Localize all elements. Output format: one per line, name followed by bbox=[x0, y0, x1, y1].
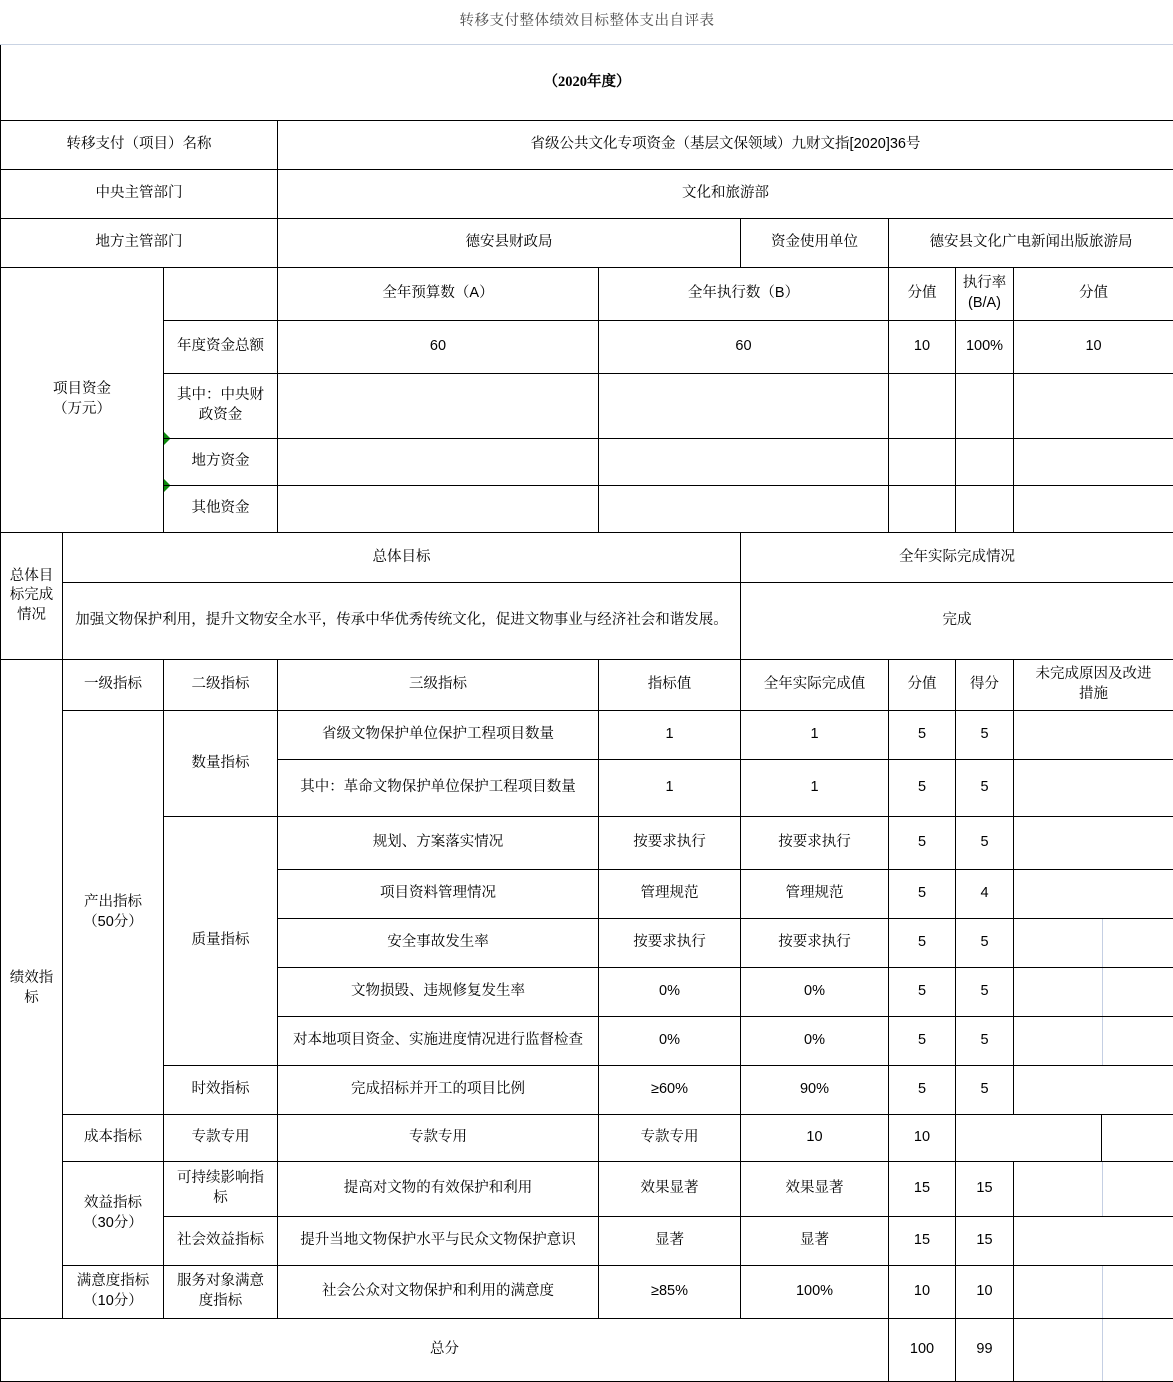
column-header-score-max: 分值 bbox=[889, 660, 956, 711]
overall-goal-header-row bbox=[1, 533, 1173, 583]
remarks-cell bbox=[1014, 1066, 1173, 1115]
execution-rate-line1: 执行率 bbox=[959, 274, 1010, 294]
column-header-score-2: 分值 bbox=[1014, 268, 1173, 321]
score-max: 10 bbox=[741, 1115, 889, 1162]
funding-score1-local bbox=[889, 439, 956, 486]
remarks-cell bbox=[1014, 817, 1173, 870]
column-header-remarks bbox=[1014, 660, 1173, 711]
central-department-label: 中央主管部门 bbox=[1, 170, 278, 219]
funding-label-central-line1: 其中：中央财 bbox=[167, 386, 274, 406]
level3-indicator: 其中：革命文物保护单位保护工程项目数量 bbox=[278, 760, 599, 817]
level1-benefit-indicator bbox=[63, 1162, 164, 1266]
funding-header-row bbox=[1, 268, 1173, 321]
overall-actual-column-header: 全年实际完成情况 bbox=[741, 533, 1173, 583]
overall-goal-content-row bbox=[1, 583, 1173, 660]
actual-value: 1 bbox=[741, 760, 889, 817]
target-value: 1 bbox=[599, 760, 741, 817]
level3-indicator: 提高对文物的有效保护和利用 bbox=[278, 1162, 599, 1217]
target-value: 0% bbox=[599, 968, 741, 1017]
target-value: 专款专用 bbox=[278, 1115, 599, 1162]
level3-indicator: 规划、方案落实情况 bbox=[278, 817, 599, 870]
funding-section-label-line2: （万元） bbox=[4, 400, 160, 420]
level1-benefit-line2: （30分） bbox=[66, 1214, 160, 1234]
target-value: 1 bbox=[599, 711, 741, 760]
actual-value: 按要求执行 bbox=[741, 919, 889, 968]
overall-goal-section-label: 总体目标完成情况 bbox=[1, 533, 63, 660]
score-max: 5 bbox=[889, 711, 956, 760]
level1-output-line2: （50分） bbox=[66, 913, 160, 933]
central-department-row bbox=[1, 170, 1173, 219]
score-got: 15 bbox=[956, 1217, 1014, 1266]
table-row bbox=[1, 1115, 1173, 1162]
level3-indicator: 文物损毁、违规修复发生率 bbox=[278, 968, 599, 1017]
target-value: 效果显著 bbox=[599, 1162, 741, 1217]
level3-indicator: 社会公众对文物保护和利用的满意度 bbox=[278, 1266, 599, 1319]
project-name-value: 省级公共文化专项资金（基层文保领域）九财文指[2020]36号 bbox=[278, 121, 1173, 170]
score-max: 15 bbox=[889, 1162, 956, 1217]
score-max: 15 bbox=[889, 1217, 956, 1266]
level2-social-benefit-indicator: 社会效益指标 bbox=[164, 1217, 278, 1266]
level2-sustainable-line2: 标 bbox=[167, 1189, 274, 1209]
remarks-cell bbox=[1014, 1266, 1173, 1319]
column-header-level3: 三级指标 bbox=[278, 660, 599, 711]
table-row bbox=[1, 1266, 1173, 1319]
column-header-score-got: 得分 bbox=[956, 660, 1014, 711]
score-got: 5 bbox=[956, 760, 1014, 817]
score-got: 10 bbox=[956, 1266, 1014, 1319]
fund-unit-label: 资金使用单位 bbox=[741, 219, 889, 268]
table-row bbox=[1, 1162, 1173, 1217]
actual-value: 90% bbox=[741, 1066, 889, 1115]
table-row bbox=[1, 711, 1173, 760]
funding-row-label-total: 年度资金总额 bbox=[164, 321, 278, 374]
funding-label-central-line2: 政资金 bbox=[167, 406, 274, 426]
fund-unit-value: 德安县文化广电新闻出版旅游局 bbox=[889, 219, 1173, 268]
remarks-cell bbox=[1014, 711, 1173, 760]
score-max: 5 bbox=[889, 870, 956, 919]
level3-indicator: 完成招标并开工的项目比例 bbox=[278, 1066, 599, 1115]
funding-row-central bbox=[1, 374, 1173, 439]
funding-rate-local bbox=[956, 439, 1014, 486]
overall-goal-text: 加强文物保护利用，提升文物安全水平，传承中华优秀传统文化，促进文物事业与经济社会和谐发展。 bbox=[63, 583, 741, 660]
column-header-level2: 二级指标 bbox=[164, 660, 278, 711]
column-header-score-1: 分值 bbox=[889, 268, 956, 321]
funding-section-label bbox=[1, 268, 164, 533]
actual-value: 专款专用 bbox=[599, 1115, 741, 1162]
score-got: 5 bbox=[956, 1066, 1014, 1115]
funding-row-other bbox=[1, 486, 1173, 533]
target-value: ≥85% bbox=[599, 1266, 741, 1319]
total-score-label: 总分 bbox=[1, 1319, 889, 1382]
level3-indicator: 省级文物保护单位保护工程项目数量 bbox=[278, 711, 599, 760]
level2-quantity-indicator: 数量指标 bbox=[164, 711, 278, 817]
column-header-execution: 全年执行数（B） bbox=[599, 268, 889, 321]
page-subtitle: （2020年度） bbox=[1, 45, 1173, 121]
performance-header-row bbox=[1, 660, 1173, 711]
table-row bbox=[1, 1066, 1173, 1115]
remarks-cell bbox=[1014, 760, 1173, 817]
remarks-cell bbox=[1014, 919, 1173, 968]
funding-row-local bbox=[1, 439, 1173, 486]
funding-execution-central bbox=[599, 374, 889, 439]
score-got: 5 bbox=[956, 919, 1014, 968]
column-header-execution-rate bbox=[956, 268, 1014, 321]
actual-value: 显著 bbox=[741, 1217, 889, 1266]
funding-score2-other bbox=[1014, 486, 1173, 533]
actual-value: 管理规范 bbox=[741, 870, 889, 919]
overall-actual-text: 完成 bbox=[741, 583, 1173, 660]
funding-rate-total: 100% bbox=[956, 321, 1014, 374]
level3-indicator: 安全事故发生率 bbox=[278, 919, 599, 968]
column-header-level1: 一级指标 bbox=[63, 660, 164, 711]
actual-value: 0% bbox=[741, 968, 889, 1017]
column-header-actual-value: 全年实际完成值 bbox=[741, 660, 889, 711]
level2-service-line1: 服务对象满意 bbox=[167, 1272, 274, 1292]
project-name-label: 转移支付（项目）名称 bbox=[1, 121, 278, 170]
funding-budget-other bbox=[278, 486, 599, 533]
level2-service-line2: 度指标 bbox=[167, 1292, 274, 1312]
title-row bbox=[1, 0, 1173, 45]
level3-indicator: 专款专用 bbox=[164, 1115, 278, 1162]
funding-budget-total: 60 bbox=[278, 321, 599, 374]
page-title: 转移支付整体绩效目标整体支出自评表 bbox=[1, 0, 1173, 45]
target-value: 按要求执行 bbox=[599, 817, 741, 870]
level3-indicator: 提升当地文物保护水平与民众文物保护意识 bbox=[278, 1217, 599, 1266]
funding-execution-total: 60 bbox=[599, 321, 889, 374]
actual-value: 0% bbox=[741, 1017, 889, 1066]
project-name-row bbox=[1, 121, 1173, 170]
subtitle-row bbox=[1, 45, 1173, 121]
remarks-cell bbox=[1014, 870, 1173, 919]
funding-section-label-line1: 项目资金 bbox=[4, 380, 160, 400]
total-score-max: 100 bbox=[889, 1319, 956, 1382]
target-value: 管理规范 bbox=[599, 870, 741, 919]
table-row bbox=[1, 1217, 1173, 1266]
funding-rate-central bbox=[956, 374, 1014, 439]
total-score-got: 99 bbox=[956, 1319, 1014, 1382]
target-value: 0% bbox=[599, 1017, 741, 1066]
level1-satisfaction-line2: （10分） bbox=[66, 1292, 160, 1312]
score-got: 4 bbox=[956, 870, 1014, 919]
column-header-budget: 全年预算数（A） bbox=[278, 268, 599, 321]
score-got: 5 bbox=[956, 711, 1014, 760]
score-max: 5 bbox=[889, 817, 956, 870]
score-max: 5 bbox=[889, 968, 956, 1017]
funding-score2-local bbox=[1014, 439, 1173, 486]
level1-satisfaction-indicator bbox=[63, 1266, 164, 1319]
level2-service-satisfaction-indicator bbox=[164, 1266, 278, 1319]
level3-indicator: 对本地项目资金、实施进度情况进行监督检查 bbox=[278, 1017, 599, 1066]
score-got: 5 bbox=[956, 817, 1014, 870]
funding-row-label-local: 地方资金 bbox=[164, 439, 278, 486]
score-max: 5 bbox=[889, 1017, 956, 1066]
level2-cost-indicator: 成本指标 bbox=[63, 1115, 164, 1162]
score-got: 5 bbox=[956, 1017, 1014, 1066]
table-row bbox=[1, 817, 1173, 870]
score-max: 5 bbox=[889, 1066, 956, 1115]
funding-score1-total: 10 bbox=[889, 321, 956, 374]
remarks-line1: 未完成原因及改进 bbox=[1017, 665, 1170, 685]
funding-score1-other bbox=[889, 486, 956, 533]
target-value: 显著 bbox=[599, 1217, 741, 1266]
funding-score1-central bbox=[889, 374, 956, 439]
local-department-label: 地方主管部门 bbox=[1, 219, 278, 268]
local-department-value: 德安县财政局 bbox=[278, 219, 741, 268]
funding-budget-central bbox=[278, 374, 599, 439]
level2-sustainable-impact-indicator bbox=[164, 1162, 278, 1217]
total-remarks-cell bbox=[1014, 1319, 1173, 1382]
performance-section-label: 绩效指标 bbox=[1, 660, 63, 1319]
column-header-target-value: 指标值 bbox=[599, 660, 741, 711]
level3-indicator: 项目资料管理情况 bbox=[278, 870, 599, 919]
overall-goal-column-header: 总体目标 bbox=[63, 533, 741, 583]
actual-value: 1 bbox=[741, 711, 889, 760]
funding-row-label-central bbox=[164, 374, 278, 439]
level1-output-line1: 产出指标 bbox=[66, 893, 160, 913]
score-got: 10 bbox=[889, 1115, 956, 1162]
actual-value: 按要求执行 bbox=[741, 817, 889, 870]
local-department-row bbox=[1, 219, 1173, 268]
funding-execution-local bbox=[599, 439, 889, 486]
funding-header-blank bbox=[164, 268, 278, 321]
funding-row-total bbox=[1, 321, 1173, 374]
level2-timeliness-indicator: 时效指标 bbox=[164, 1066, 278, 1115]
remarks-cell bbox=[1014, 968, 1173, 1017]
actual-value: 100% bbox=[741, 1266, 889, 1319]
score-got: 15 bbox=[956, 1162, 1014, 1217]
score-got: 5 bbox=[956, 968, 1014, 1017]
funding-budget-local bbox=[278, 439, 599, 486]
funding-row-label-other: 其他资金 bbox=[164, 486, 278, 533]
execution-rate-line2: (B/A) bbox=[959, 294, 1010, 314]
target-value: 按要求执行 bbox=[599, 919, 741, 968]
funding-score2-central bbox=[1014, 374, 1173, 439]
actual-value: 效果显著 bbox=[741, 1162, 889, 1217]
target-value: ≥60% bbox=[599, 1066, 741, 1115]
score-max: 10 bbox=[889, 1266, 956, 1319]
remarks-cell bbox=[1014, 1017, 1173, 1066]
level2-sustainable-line1: 可持续影响指 bbox=[167, 1169, 274, 1189]
funding-execution-other bbox=[599, 486, 889, 533]
funding-score2-total: 10 bbox=[1014, 321, 1173, 374]
remarks-cell bbox=[956, 1115, 1102, 1162]
remarks-cell bbox=[1014, 1162, 1173, 1217]
remarks-line2: 措施 bbox=[1017, 685, 1170, 705]
level2-quality-indicator: 质量指标 bbox=[164, 817, 278, 1066]
score-max: 5 bbox=[889, 760, 956, 817]
central-department-value: 文化和旅游部 bbox=[278, 170, 1173, 219]
level1-output-indicator bbox=[63, 711, 164, 1115]
remarks-cell bbox=[1014, 1217, 1173, 1266]
funding-rate-other bbox=[956, 486, 1014, 533]
total-score-row bbox=[1, 1319, 1173, 1382]
score-max: 5 bbox=[889, 919, 956, 968]
level1-benefit-line1: 效益指标 bbox=[66, 1194, 160, 1214]
level1-satisfaction-line1: 满意度指标 bbox=[66, 1272, 160, 1292]
